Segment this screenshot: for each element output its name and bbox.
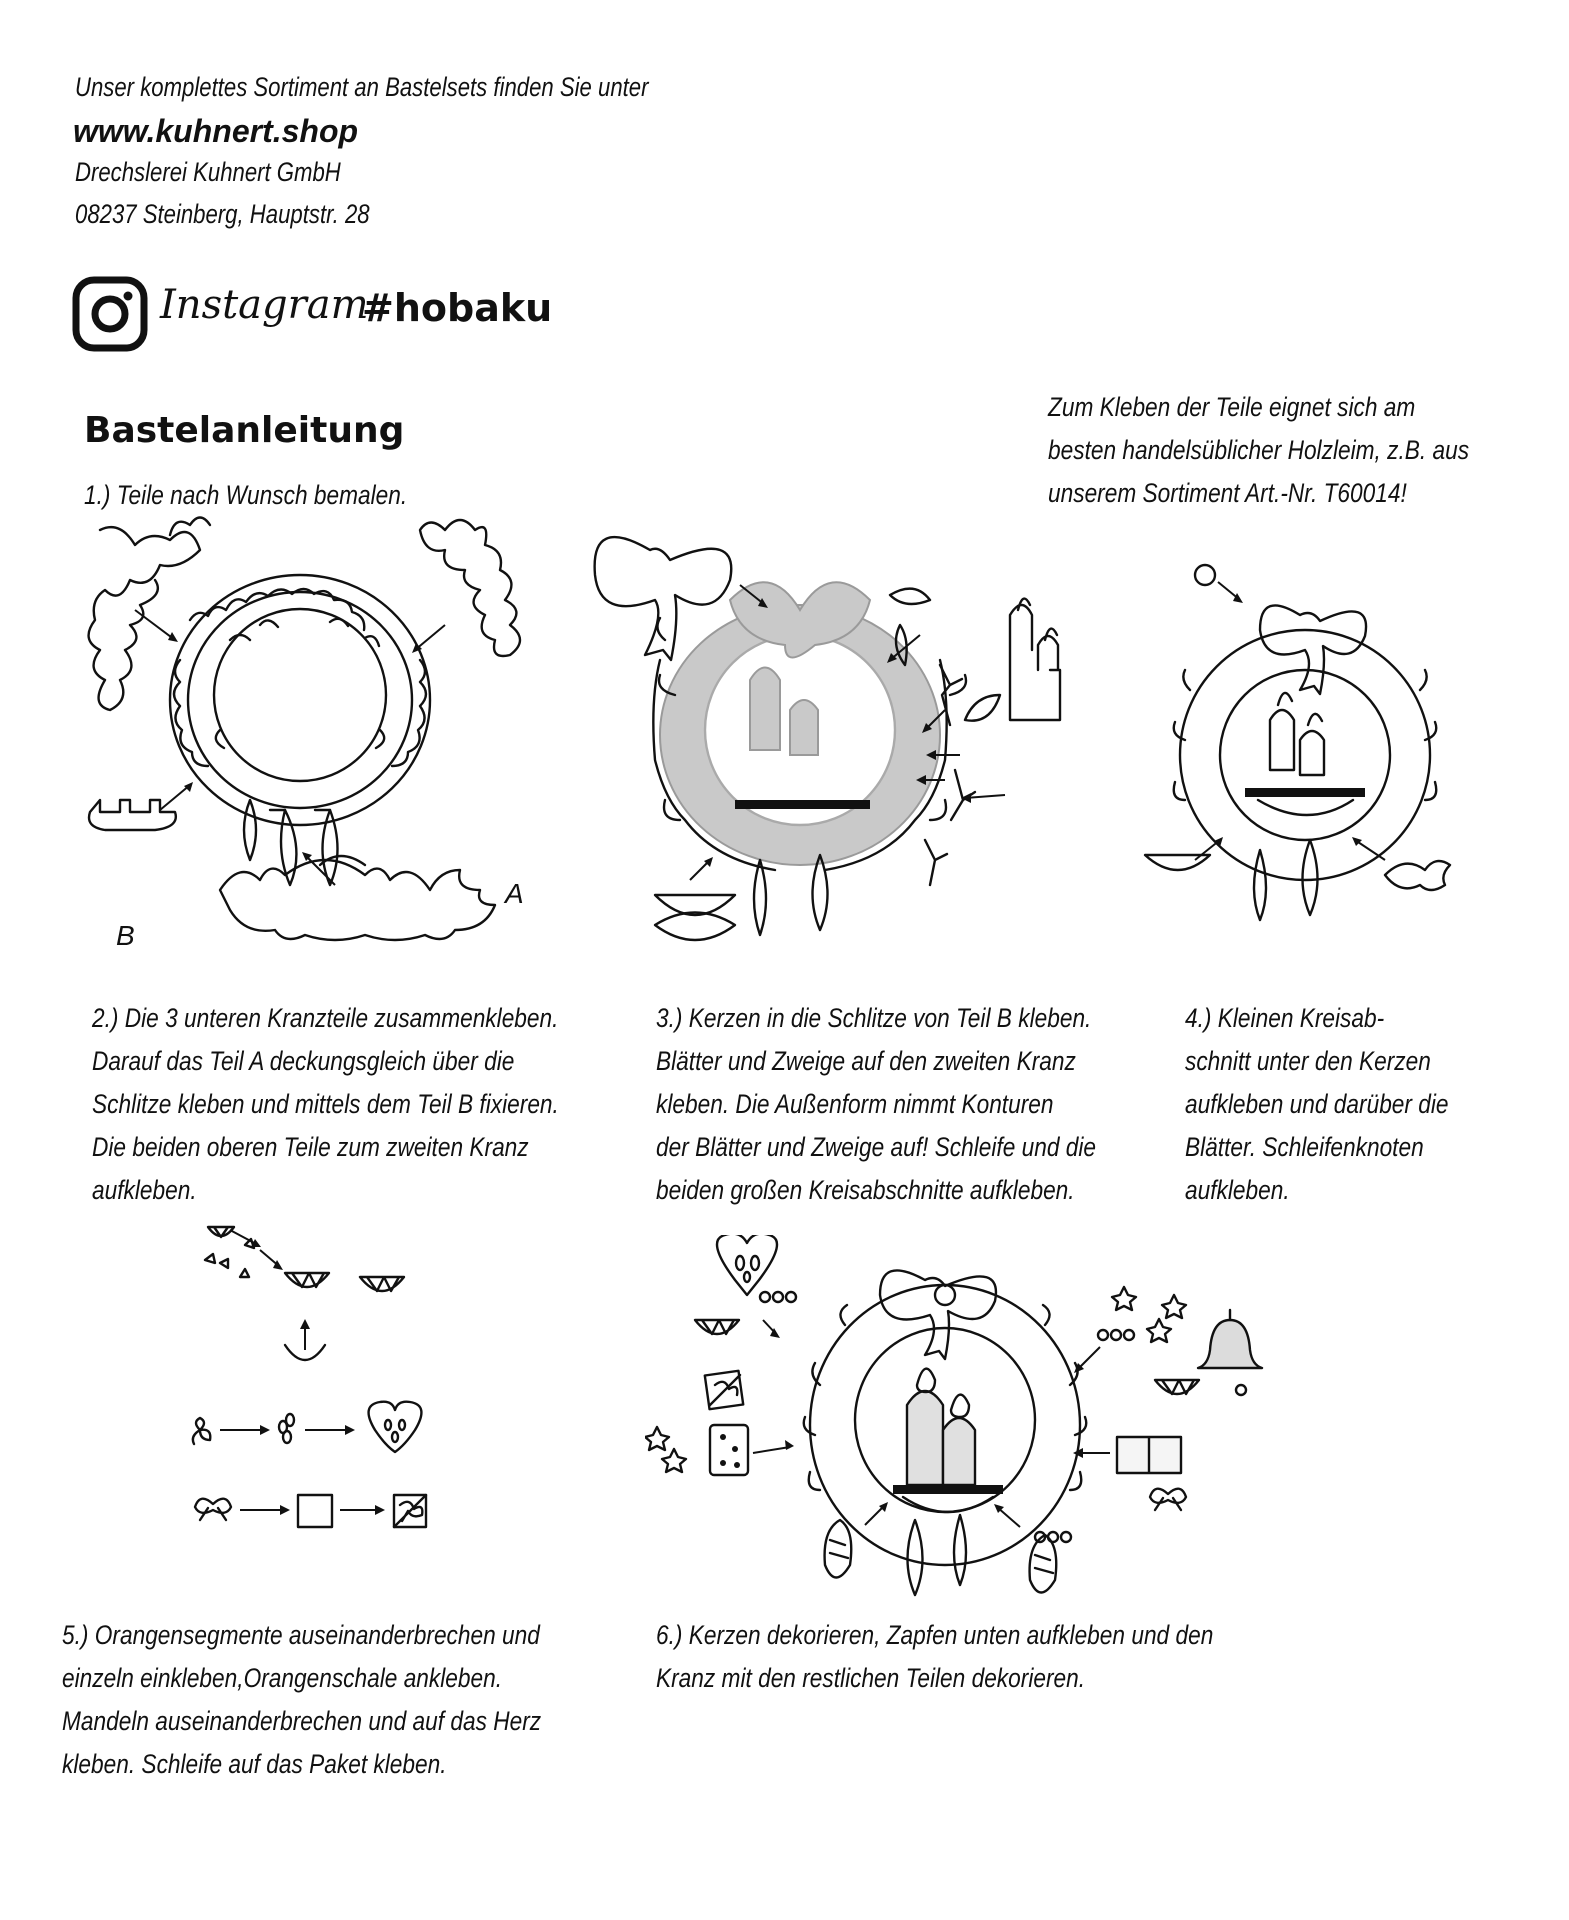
step2-line: aufkleben. xyxy=(92,1175,197,1205)
step3-line: Blätter und Zweige auf den zweiten Kranz xyxy=(656,1046,1076,1076)
step4-line: schnitt unter den Kerzen xyxy=(1185,1046,1431,1076)
step2-line: Die beiden oberen Teile zum zweiten Kranz xyxy=(92,1132,529,1162)
step6-line: Kranz mit den restlichen Teilen dekorieren. xyxy=(656,1663,1086,1693)
glue-note xyxy=(1048,386,1469,515)
instagram-label: Instagram xyxy=(160,282,369,328)
step4-line: aufkleben. xyxy=(1185,1175,1290,1205)
instagram-icon[interactable] xyxy=(72,276,148,352)
step6-line: 6.) Kerzen dekorieren, Zapfen unten aufkleben und den xyxy=(656,1620,1214,1650)
step4-text xyxy=(1185,997,1449,1212)
step5-line: 5.) Orangensegmente auseinanderbrechen und xyxy=(62,1620,540,1650)
step3-line: der Blätter und Zweige auf! Schleife und die xyxy=(656,1132,1097,1162)
step5-line: kleben. Schleife auf das Paket kleben. xyxy=(62,1749,447,1779)
company-name: Drechslerei Kuhnert GmbH xyxy=(75,157,341,187)
step2-text xyxy=(92,997,559,1212)
step5-line: Mandeln auseinanderbrechen und auf das Herz xyxy=(62,1706,542,1736)
step6-text xyxy=(656,1614,1213,1700)
wreath-step3-illustration xyxy=(590,520,1100,960)
page-title: Bastelanleitung xyxy=(84,410,405,451)
wreath-final-illustration xyxy=(645,1235,1275,1605)
step3-line: 3.) Kerzen in die Schlitze von Teil B kleben. xyxy=(656,1003,1092,1033)
step4-line: aufkleben und darüber die xyxy=(1185,1089,1449,1119)
step4-line: Blätter. Schleifenknoten xyxy=(1185,1132,1424,1162)
part-a-label: A xyxy=(505,878,524,909)
hashtag-link[interactable]: #hobaku xyxy=(362,286,553,330)
company-address: 08237 Steinberg, Hauptstr. 28 xyxy=(75,199,370,229)
step3-text xyxy=(656,997,1096,1212)
part-b-label: B xyxy=(116,920,135,951)
step2-line: 2.) Die 3 unteren Kranzteile zusammenkleben. xyxy=(92,1003,559,1033)
glue-note-line: besten handelsüblicher Holzleim, z.B. aus xyxy=(1048,435,1470,465)
step3-line: kleben. Die Außenform nimmt Konturen xyxy=(656,1089,1054,1119)
step4-line: 4.) Kleinen Kreisab- xyxy=(1185,1003,1385,1033)
step5-line: einzeln einkleben,Orangenschale ankleben. xyxy=(62,1663,503,1693)
small-parts-illustration xyxy=(190,1215,450,1545)
step1-text: 1.) Teile nach Wunsch bemalen. xyxy=(84,480,408,510)
shop-url-link[interactable]: www.kuhnert.shop xyxy=(73,113,359,149)
step2-line: Schlitze kleben und mittels dem Teil B fixieren. xyxy=(92,1089,559,1119)
step3-line: beiden großen Kreisabschnitte aufkleben. xyxy=(656,1175,1075,1205)
step5-text xyxy=(62,1614,541,1786)
glue-note-line: Zum Kleben der Teile eignet sich am xyxy=(1048,392,1416,422)
parts-illustration xyxy=(80,510,550,960)
intro-text: Unser komplettes Sortiment an Bastelsets finden Sie unter xyxy=(75,72,649,102)
step2-line: Darauf das Teil A deckungsgleich über die xyxy=(92,1046,515,1076)
glue-note-line: unserem Sortiment Art.-Nr. T60014! xyxy=(1048,478,1407,508)
wreath-step4-illustration xyxy=(1140,560,1470,930)
